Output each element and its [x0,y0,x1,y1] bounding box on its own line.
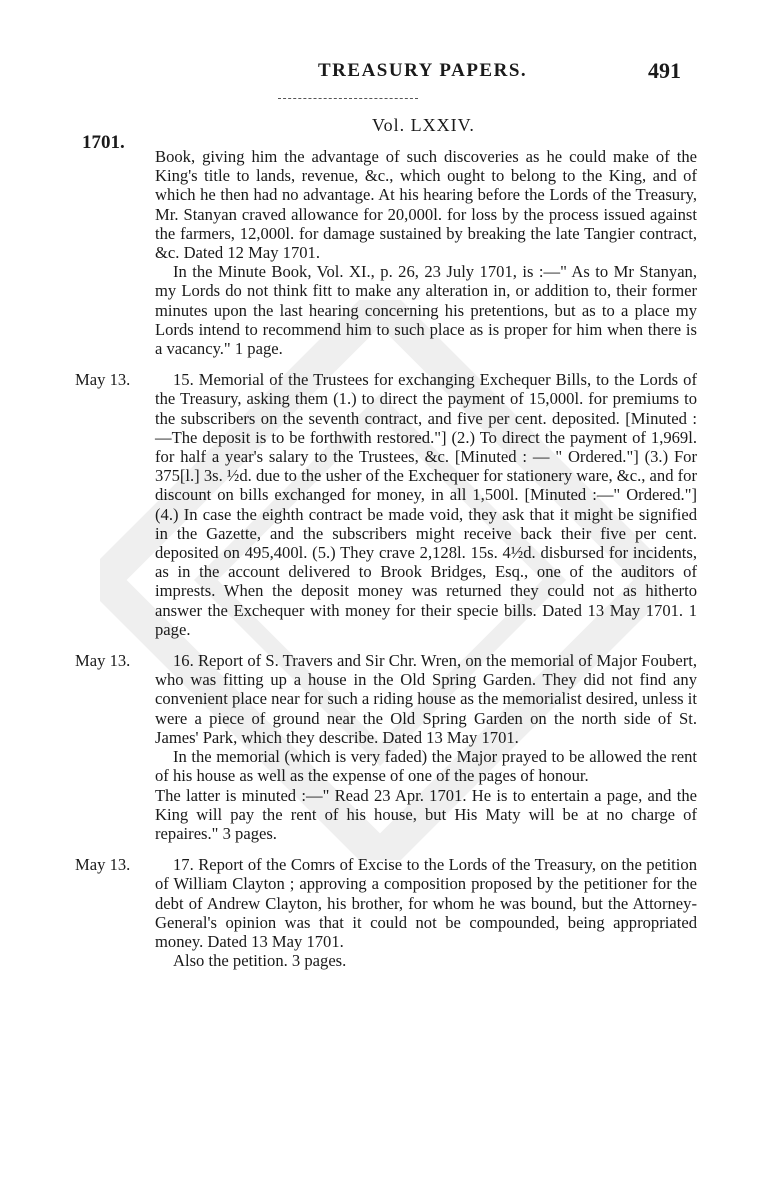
entry-16 [75,651,697,843]
paragraph: The latter is minuted :—" Read 23 Apr. 1701. He is to entertain a page, and the King will pay the rent of his house, but His Maty will be at no charge of repaires." 3 pages. [155,785,697,843]
paragraph: In the Minute Book, Vol. XI., p. 26, 23 July 1701, is :—" As to Mr Stanyan, my Lords do not think fitt to make any alteration in, or addition to, their former minutes upon the last hearing concerning his pretentions, but as to a place my Lords intend to recommend him to such place as is proper for him when there is a vacancy." 1 page. [155,262,697,359]
paragraph: 15. Memorial of the Trustees for exchanging Exchequer Bills, to the Lords of the Treasury, asking them (1.) to direct the payment of 15,000l. for premiums to the subscribers on the seventh contract, and five per cent. deposited. [Minuted :—The deposit is to be forthwith restored."] (2.) To direct the payment of 1,969l. for half a year's salary to the Trustees, &c. [Minuted : — " Ordered."] (3.) For 375[l.] 3s. ½d. due to the usher of the Exchequer for stationery ware, &c., and for discount on bills exchanged for money, in all 1,500l. [Minuted :—" Ordered."] (4.) In case the eighth contract be made void, they ask that it might be signified in the Gazette, and the subscribers might receive back their five per cent. deposited on 495,400l. (5.) They crave 2,128l. 15s. 4½d. disbursed for incidents, as in the account delivered to Brook Bridges, Esq., one of the auditors of imprests. When the deposit money was returned they could not as hitherto answer the Exchequer with money for their specie bills. Dated 13 May 1701. 1 page. [155,370,697,639]
paragraph: Also the petition. 3 pages. [173,951,347,971]
entry-date: May 13. [75,370,131,390]
running-title: TREASURY PAPERS. [318,60,528,81]
paragraph: Book, giving him the advantage of such discoveries as he could make of the King's title to lands, revenue, &c., which ought to belong to the King, and of which he then had no advantage. At his hearing before the Lords of the Treasury, Mr. Stanyan craved allowance for 20,000l. for loss by the process issued against the farmers, 12,000l. for damage sustained by breaking the late Tangier contract, &c. Dated 12 May 1701. [155,147,697,263]
entry-17 [75,855,697,971]
header-divider [278,98,418,99]
paragraph: 16. Report of S. Travers and Sir Chr. Wren, on the memorial of Major Foubert, who was fitting up a house in the Old Spring Garden. They did not find any convenient place near for such a riding house as the memorialist desired, unless it were a piece of ground near the Old Spring Garden on the north side of St. James' Park, which they describe. Dated 13 May 1701. [155,651,697,747]
volume-heading: Vol. LXXIV. [372,115,475,135]
entry-continuation [155,147,697,358]
entry-date: May 13. [75,855,131,875]
page-number: 491 [648,58,681,83]
entry-date: May 13. [75,651,131,671]
paragraph: 17. Report of the Comrs of Excise to the Lords of the Treasury, on the petition of William Clayton ; approving a composition proposed by the petitioner for the debt of Andrew Clayton, his brother, for whom he was bound, but the Attorney-General's opinion was that it could not be compounded, being appropriated money. Dated 13 May 1701. [155,855,697,951]
running-head [0,60,770,90]
entry-15 [75,370,697,639]
year-margin: 1701. [82,132,125,153]
paragraph: In the memorial (which is very faded) the Major prayed to be allowed the rent of his house as well as the expense of one of the pages of honour. [155,747,697,786]
body-text [75,147,697,982]
